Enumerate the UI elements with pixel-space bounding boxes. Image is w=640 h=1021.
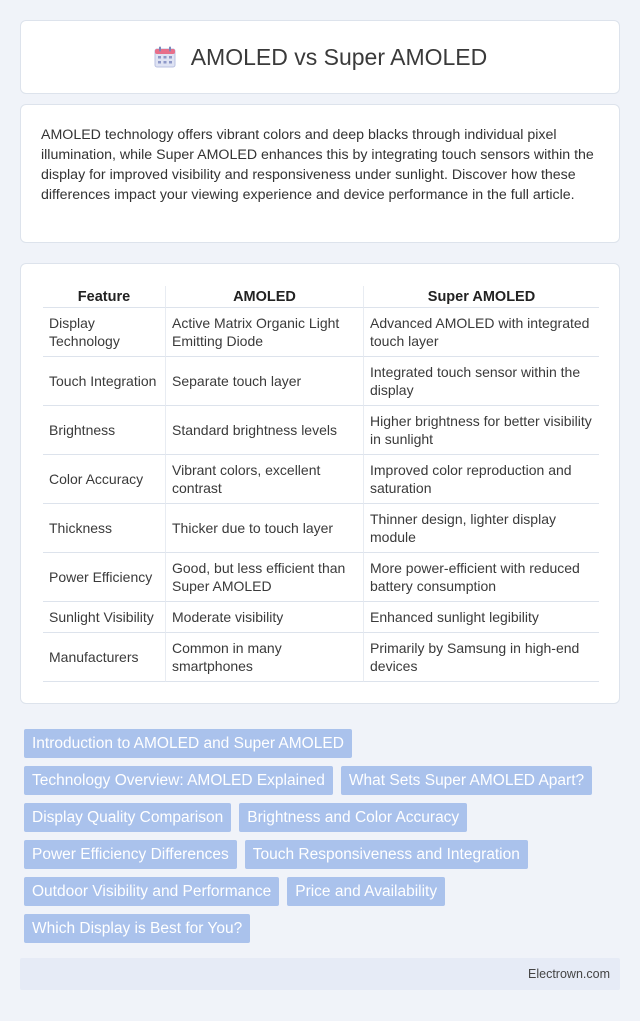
table-row: [43, 504, 599, 553]
table-cell: Power Efficiency: [43, 553, 165, 602]
table-cell: Vibrant colors, excellent contrast: [165, 455, 363, 504]
toc-link-best-display[interactable]: Which Display is Best for You?: [24, 914, 250, 943]
table-row: [43, 633, 599, 682]
table-cell: Moderate visibility: [165, 602, 363, 633]
column-header-super-amoled: Super AMOLED: [363, 286, 599, 308]
toc-link-touch-responsiveness[interactable]: Touch Responsiveness and Integration: [245, 840, 528, 869]
toc-row: [24, 803, 620, 832]
table-cell: Good, but less efficient than Super AMOLED: [165, 553, 363, 602]
footer: [20, 958, 620, 990]
table-row: [43, 406, 599, 455]
table-cell: Brightness: [43, 406, 165, 455]
toc-row: [24, 877, 620, 906]
toc-link-outdoor-visibility[interactable]: Outdoor Visibility and Performance: [24, 877, 279, 906]
table-row: [43, 602, 599, 633]
intro-text: AMOLED technology offers vibrant colors and deep blacks through individual pixel illumination, while Super AMOLED enhances this by integrating touch sensors within the display for improved visibility and responsiveness under sunlight. Discover how these differences impact your viewing experience and device performance in the full article.: [41, 127, 594, 203]
toc-row: [24, 840, 620, 869]
toc-row: [24, 766, 620, 795]
calendar-icon: [153, 45, 177, 69]
toc-link-price-availability[interactable]: Price and Availability: [287, 877, 445, 906]
table-row: [43, 553, 599, 602]
toc-link-brightness-color[interactable]: Brightness and Color Accuracy: [239, 803, 467, 832]
table-cell: Common in many smartphones: [165, 633, 363, 682]
toc-link-display-quality[interactable]: Display Quality Comparison: [24, 803, 231, 832]
table-cell: Integrated touch sensor within the display: [363, 357, 599, 406]
comparison-table: [43, 286, 599, 682]
toc-row: [24, 914, 620, 943]
table-cell: Enhanced sunlight legibility: [363, 602, 599, 633]
table-cell: Higher brightness for better visibility in sunlight: [363, 406, 599, 455]
table-cell: Thinner design, lighter display module: [363, 504, 599, 553]
footer-site-name[interactable]: Electrown.com: [528, 967, 610, 981]
page-title: AMOLED vs Super AMOLED: [190, 43, 488, 70]
toc-link-super-amoled-apart[interactable]: What Sets Super AMOLED Apart?: [341, 766, 592, 795]
column-header-feature: Feature: [43, 286, 165, 308]
table-cell: Display Technology: [43, 308, 165, 357]
intro-card: [20, 104, 620, 243]
table-of-contents: [24, 729, 620, 951]
table-row: [43, 357, 599, 406]
table-cell: Thickness: [43, 504, 165, 553]
table-row: [43, 455, 599, 504]
table-cell: Manufacturers: [43, 633, 165, 682]
toc-link-power-efficiency[interactable]: Power Efficiency Differences: [24, 840, 237, 869]
table-cell: Primarily by Samsung in high-end devices: [363, 633, 599, 682]
table-cell: More power-efficient with reduced battery consumption: [363, 553, 599, 602]
column-header-amoled: AMOLED: [165, 286, 363, 308]
comparison-table-card: [20, 263, 620, 704]
table-cell: Advanced AMOLED with integrated touch layer: [363, 308, 599, 357]
table-cell: Color Accuracy: [43, 455, 165, 504]
toc-row: [24, 729, 620, 758]
title-wrap: [153, 44, 488, 71]
table-cell: Improved color reproduction and saturation: [363, 455, 599, 504]
table-row: [43, 308, 599, 357]
table-cell: Sunlight Visibility: [43, 602, 165, 633]
table-cell: Standard brightness levels: [165, 406, 363, 455]
toc-link-technology-overview[interactable]: Technology Overview: AMOLED Explained: [24, 766, 333, 795]
toc-link-introduction[interactable]: Introduction to AMOLED and Super AMOLED: [24, 729, 352, 758]
table-cell: Separate touch layer: [165, 357, 363, 406]
table-cell: Thicker due to touch layer: [165, 504, 363, 553]
table-cell: Touch Integration: [43, 357, 165, 406]
table-cell: Active Matrix Organic Light Emitting Diode: [165, 308, 363, 357]
header-card: [20, 20, 620, 94]
table-header-row: [43, 286, 599, 308]
